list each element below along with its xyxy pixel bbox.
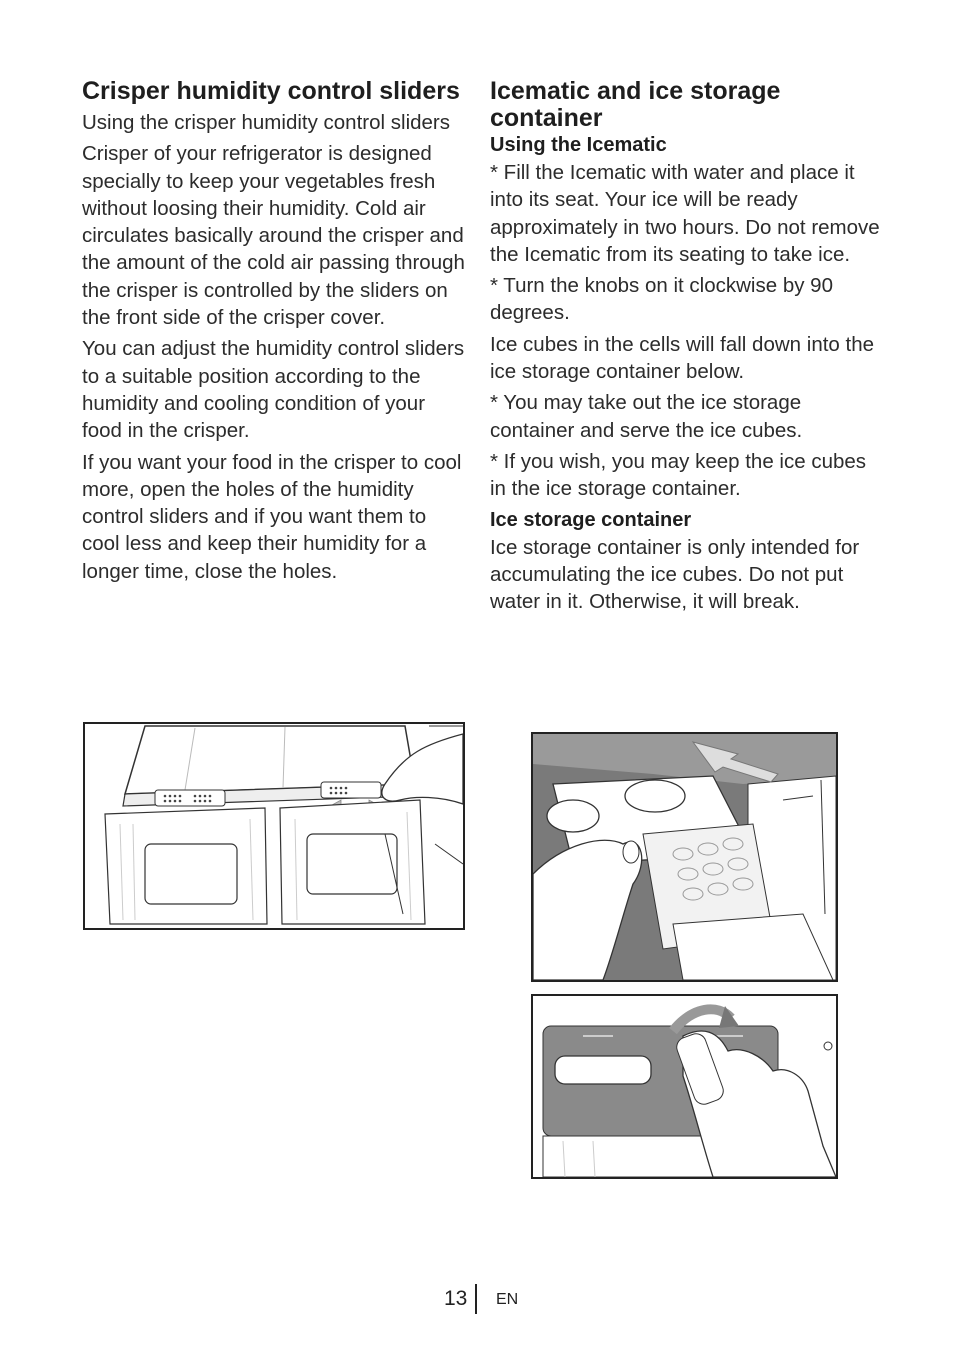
icematic-heading: Icematic and ice storage container [490, 77, 781, 132]
icematic-paragraph: Ice cubes in the cells will fall down into the ice storage container below. [490, 332, 875, 384]
icematic-illustration [531, 732, 838, 982]
crisper-paragraph: You can adjust the humidity control sliders to a suitable position according to the humidity and cooling condition of your food in the crisper. [82, 337, 465, 443]
icematic-paragraph: * Turn the knobs on it clockwise by 90 degrees. [490, 274, 833, 325]
crisper-paragraph: Crisper of your refrigerator is designed specially to keep your vegetables fresh without loosing their humidity. Cold air circulates basically around the crisper and the amount of the cold air passing through the crisper is controlled by the sliders on the front side of the crisper cover. [82, 142, 465, 330]
ice-storage-illustration [531, 994, 838, 1179]
using-icematic-subheading: Using the Icematic [490, 134, 667, 156]
crisper-paragraph: If you want your food in the crisper to cool more, open the holes of the humidity control sliders and if you want them to cool less and keep their humidity for a longer time, close the holes. [82, 450, 462, 583]
icematic-paragraph: * You may take out the ice storage container and serve the ice cubes. [490, 391, 803, 442]
ice-storage-subheading: Ice storage container [490, 508, 692, 531]
language-code: EN [496, 1291, 519, 1308]
crisper-heading: Crisper humidity control sliders [82, 77, 460, 105]
crisper-intro: Using the crisper humidity control sliders [82, 111, 450, 134]
page-footer [0, 1284, 954, 1314]
crisper-illustration [83, 722, 465, 930]
page-number: 13 [444, 1287, 468, 1310]
icematic-paragraph: * If you wish, you may keep the ice cubes in the ice storage container. [490, 449, 867, 501]
icematic-section [490, 78, 880, 619]
icematic-paragraph: * Fill the Icematic with water and place it into its seat. Your ice will be ready approximately in two hours. Do not remove the Icematic from its seating to take ice. [490, 161, 880, 266]
ice-storage-paragraph: Ice storage container is only intended for accumulating the ice cubes. Do not put water in it. Otherwise, it will break. [490, 535, 860, 614]
footer-divider [475, 1284, 477, 1314]
crisper-section [82, 78, 467, 589]
